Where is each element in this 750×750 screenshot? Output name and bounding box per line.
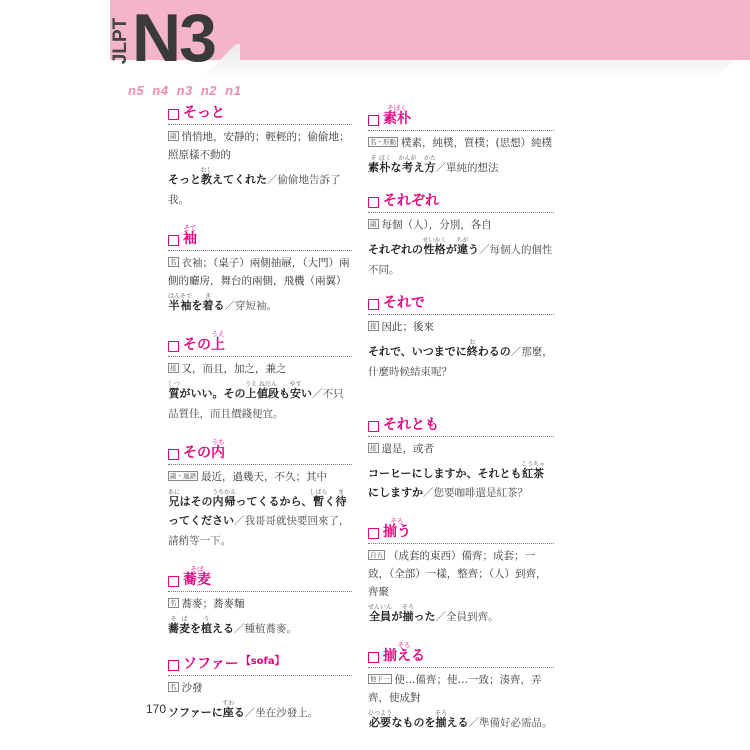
example: 質しつがいい。その上うえ値段ねだんも安やすい／不只品質佳，而且價錢便宜。 [168, 381, 344, 420]
example-translation: ／穿短袖。 [224, 300, 277, 312]
checkbox-icon[interactable] [368, 197, 379, 208]
entry-soroeru: 揃えるそろ 他下一 使…備齊；使…一致；湊齊，弄齊，使成對 必要ひつようなものを揃そろえる／準備好必需品。 [368, 641, 554, 733]
left-column [168, 98, 352, 723]
example-translation: ／單純的想法 [435, 162, 499, 174]
example: それで、いつまでに終おわるの／那麼，什麼時候結束呢？ [368, 339, 553, 378]
checkbox-icon[interactable] [168, 660, 179, 671]
definition: 悄悄地，安靜的；輕輕的；偷偷地；照原樣不動的 [168, 131, 350, 161]
divider [368, 212, 554, 213]
checkbox-icon[interactable] [168, 576, 179, 587]
checkbox-icon[interactable] [368, 421, 379, 432]
example: 半はん袖そでを着きる／穿短袖。 [168, 293, 277, 312]
entry-head: 蕎麦そば [183, 565, 211, 588]
example: それぞれの性格せいかくが違ちがう／每個人的個性不同。 [368, 237, 553, 276]
pos-tag: 接 [170, 364, 177, 372]
definition: 還是，或者 [381, 443, 434, 455]
example: ソファーに座すわる／坐在沙發上。 [168, 700, 319, 719]
divider [368, 314, 554, 315]
example-translation: ／全員到齊。 [435, 611, 499, 623]
entry-sode [168, 224, 352, 316]
pos-tag: 自五 [370, 551, 383, 559]
divider [168, 464, 352, 465]
example-translation: ／偷偷地告訴了我。 [168, 174, 341, 206]
definition: 最近，過幾天，不久；其中 [201, 471, 327, 483]
pos-tag: 接 [370, 444, 377, 452]
divider [368, 436, 554, 437]
entry-head: それとも [383, 417, 439, 433]
entry-head: 袖そで [183, 224, 197, 247]
example: 必要ひつようなものを揃そろえる／準備好必需品。 [368, 710, 553, 729]
pos-tag: 名 [170, 258, 177, 266]
entry-sonoue: その 上うえ 接 又，而且，加之，兼之 質しつがいい。その上うえ値段ねだんも安やすい／不只品質佳，而且價錢便宜。 [168, 330, 352, 424]
example: 兄あにはその内うち帰かえってくるから、暫しばらく待まってください／我哥哥就快要回來了，請稍等一下。 [168, 489, 350, 547]
entry-head: ソファー [183, 656, 239, 672]
pos-tag: 接 [370, 322, 377, 330]
entry-sofa [168, 653, 352, 723]
entry-soba [168, 565, 352, 639]
page-number: 170 [146, 702, 167, 716]
pos-tag: 副 [170, 132, 177, 140]
divider [168, 250, 352, 251]
jlpt-label: JLPT [110, 17, 131, 65]
pos-tag: 名・形動 [370, 138, 396, 146]
header-wedge [240, 42, 750, 60]
levels-line: n5 n4 n3 n2 n1 [128, 83, 242, 98]
definition: 沙發 [181, 682, 203, 694]
definition: 因此；後來 [381, 321, 434, 333]
example-translation: ／準備好必需品。 [468, 717, 553, 729]
example-translation: ／坐在沙發上。 [244, 707, 319, 719]
pos-tag: 副 [370, 220, 377, 228]
pos-tag: 名 [170, 683, 177, 691]
example-translation: ／我哥哥就快要回來了，請稍等一下。 [168, 515, 350, 547]
example: 全員ぜんいんが揃そろった／全員到齊。 [368, 604, 499, 623]
entry-sorou: 揃うそろ 自五 （成套的東西）備齊；成套；一致，（全部）一樣，整齊；（人）到齊，齊聚 全員ぜんいんが揃そろった／全員到齊。 [368, 517, 554, 627]
definition: 使…備齊；使…一致；湊齊，弄齊，使成對 [368, 674, 542, 704]
checkbox-icon[interactable] [368, 299, 379, 310]
entry-sorezore [368, 192, 554, 280]
definition: 衣袖；（桌子）兩側抽屜，（大門）兩側的廳房，舞台的兩側，飛機（兩翼） [168, 257, 350, 287]
checkbox-icon[interactable] [168, 235, 179, 246]
checkbox-icon[interactable] [168, 341, 179, 352]
example: 素そ朴ぼくな考かんがえ方かた／單純的想法 [368, 155, 499, 174]
example-translation: ／每個人的個性不同。 [368, 244, 553, 276]
example-translation: ／那麼，什麼時候結束呢？ [368, 346, 553, 378]
example: そっと教おしえてくれた／偷偷地告訴了我。 [168, 167, 341, 206]
example: コーヒーにしますか、それとも紅茶こうちゃにしますか／您要咖啡還是紅茶？ [368, 461, 546, 499]
divider [368, 667, 554, 668]
checkbox-icon[interactable] [368, 115, 379, 126]
checkbox-icon[interactable] [168, 449, 179, 460]
definition: （成套的東西）備齊；成套；一致，（全部）一樣，整齊；（人）到齊，齊聚 [368, 550, 547, 598]
divider [368, 130, 554, 131]
divider [368, 543, 554, 544]
divider [168, 356, 352, 357]
entry-head: そっと [183, 105, 225, 121]
divider [168, 124, 352, 125]
entry-soboku [368, 104, 554, 178]
entry-head: 素朴そぼく [383, 104, 411, 127]
divider [168, 675, 352, 676]
entry-sonouchi: その 内うち 副・連語 最近，過幾天，不久；其中 兄あにはその内うち帰かえってくるから、暫しばらく待まってください／我哥哥就快要回來了，請稍等一下。 [168, 438, 352, 551]
definition: 樸素，純樸，質樸；(思想）純樸 [401, 137, 553, 149]
checkbox-icon[interactable] [368, 652, 379, 663]
example-translation: ／種植蕎麥。 [234, 623, 297, 635]
pos-tag: 他下一 [370, 675, 390, 683]
example-translation: ／您要咖啡還是紅茶？ [423, 487, 528, 499]
checkbox-icon[interactable] [168, 109, 179, 120]
origin-word: 【sofa】 [240, 656, 285, 667]
checkbox-icon[interactable] [368, 528, 379, 539]
entry-head: それぞれ [383, 193, 439, 209]
pos-tag: 名 [170, 599, 177, 607]
entry-sorede [368, 294, 554, 382]
definition: 蕎麥；蕎麥麵 [181, 598, 245, 610]
definition: 又，而且，加之，兼之 [181, 363, 287, 375]
entry-head: それで [383, 295, 425, 311]
entry-sotto [168, 104, 352, 210]
definition: 每個（人），分別，各自 [381, 219, 492, 231]
example-translation: ／不只品質佳，而且價錢便宜。 [168, 388, 344, 420]
entry-soretomo [368, 416, 554, 503]
level-title: N3 [132, 0, 215, 76]
divider [168, 591, 352, 592]
example: 蕎そ麦ばを植うえる／種植蕎麥。 [168, 616, 297, 635]
right-column [368, 98, 554, 733]
pos-tag: 副・連語 [170, 472, 196, 480]
